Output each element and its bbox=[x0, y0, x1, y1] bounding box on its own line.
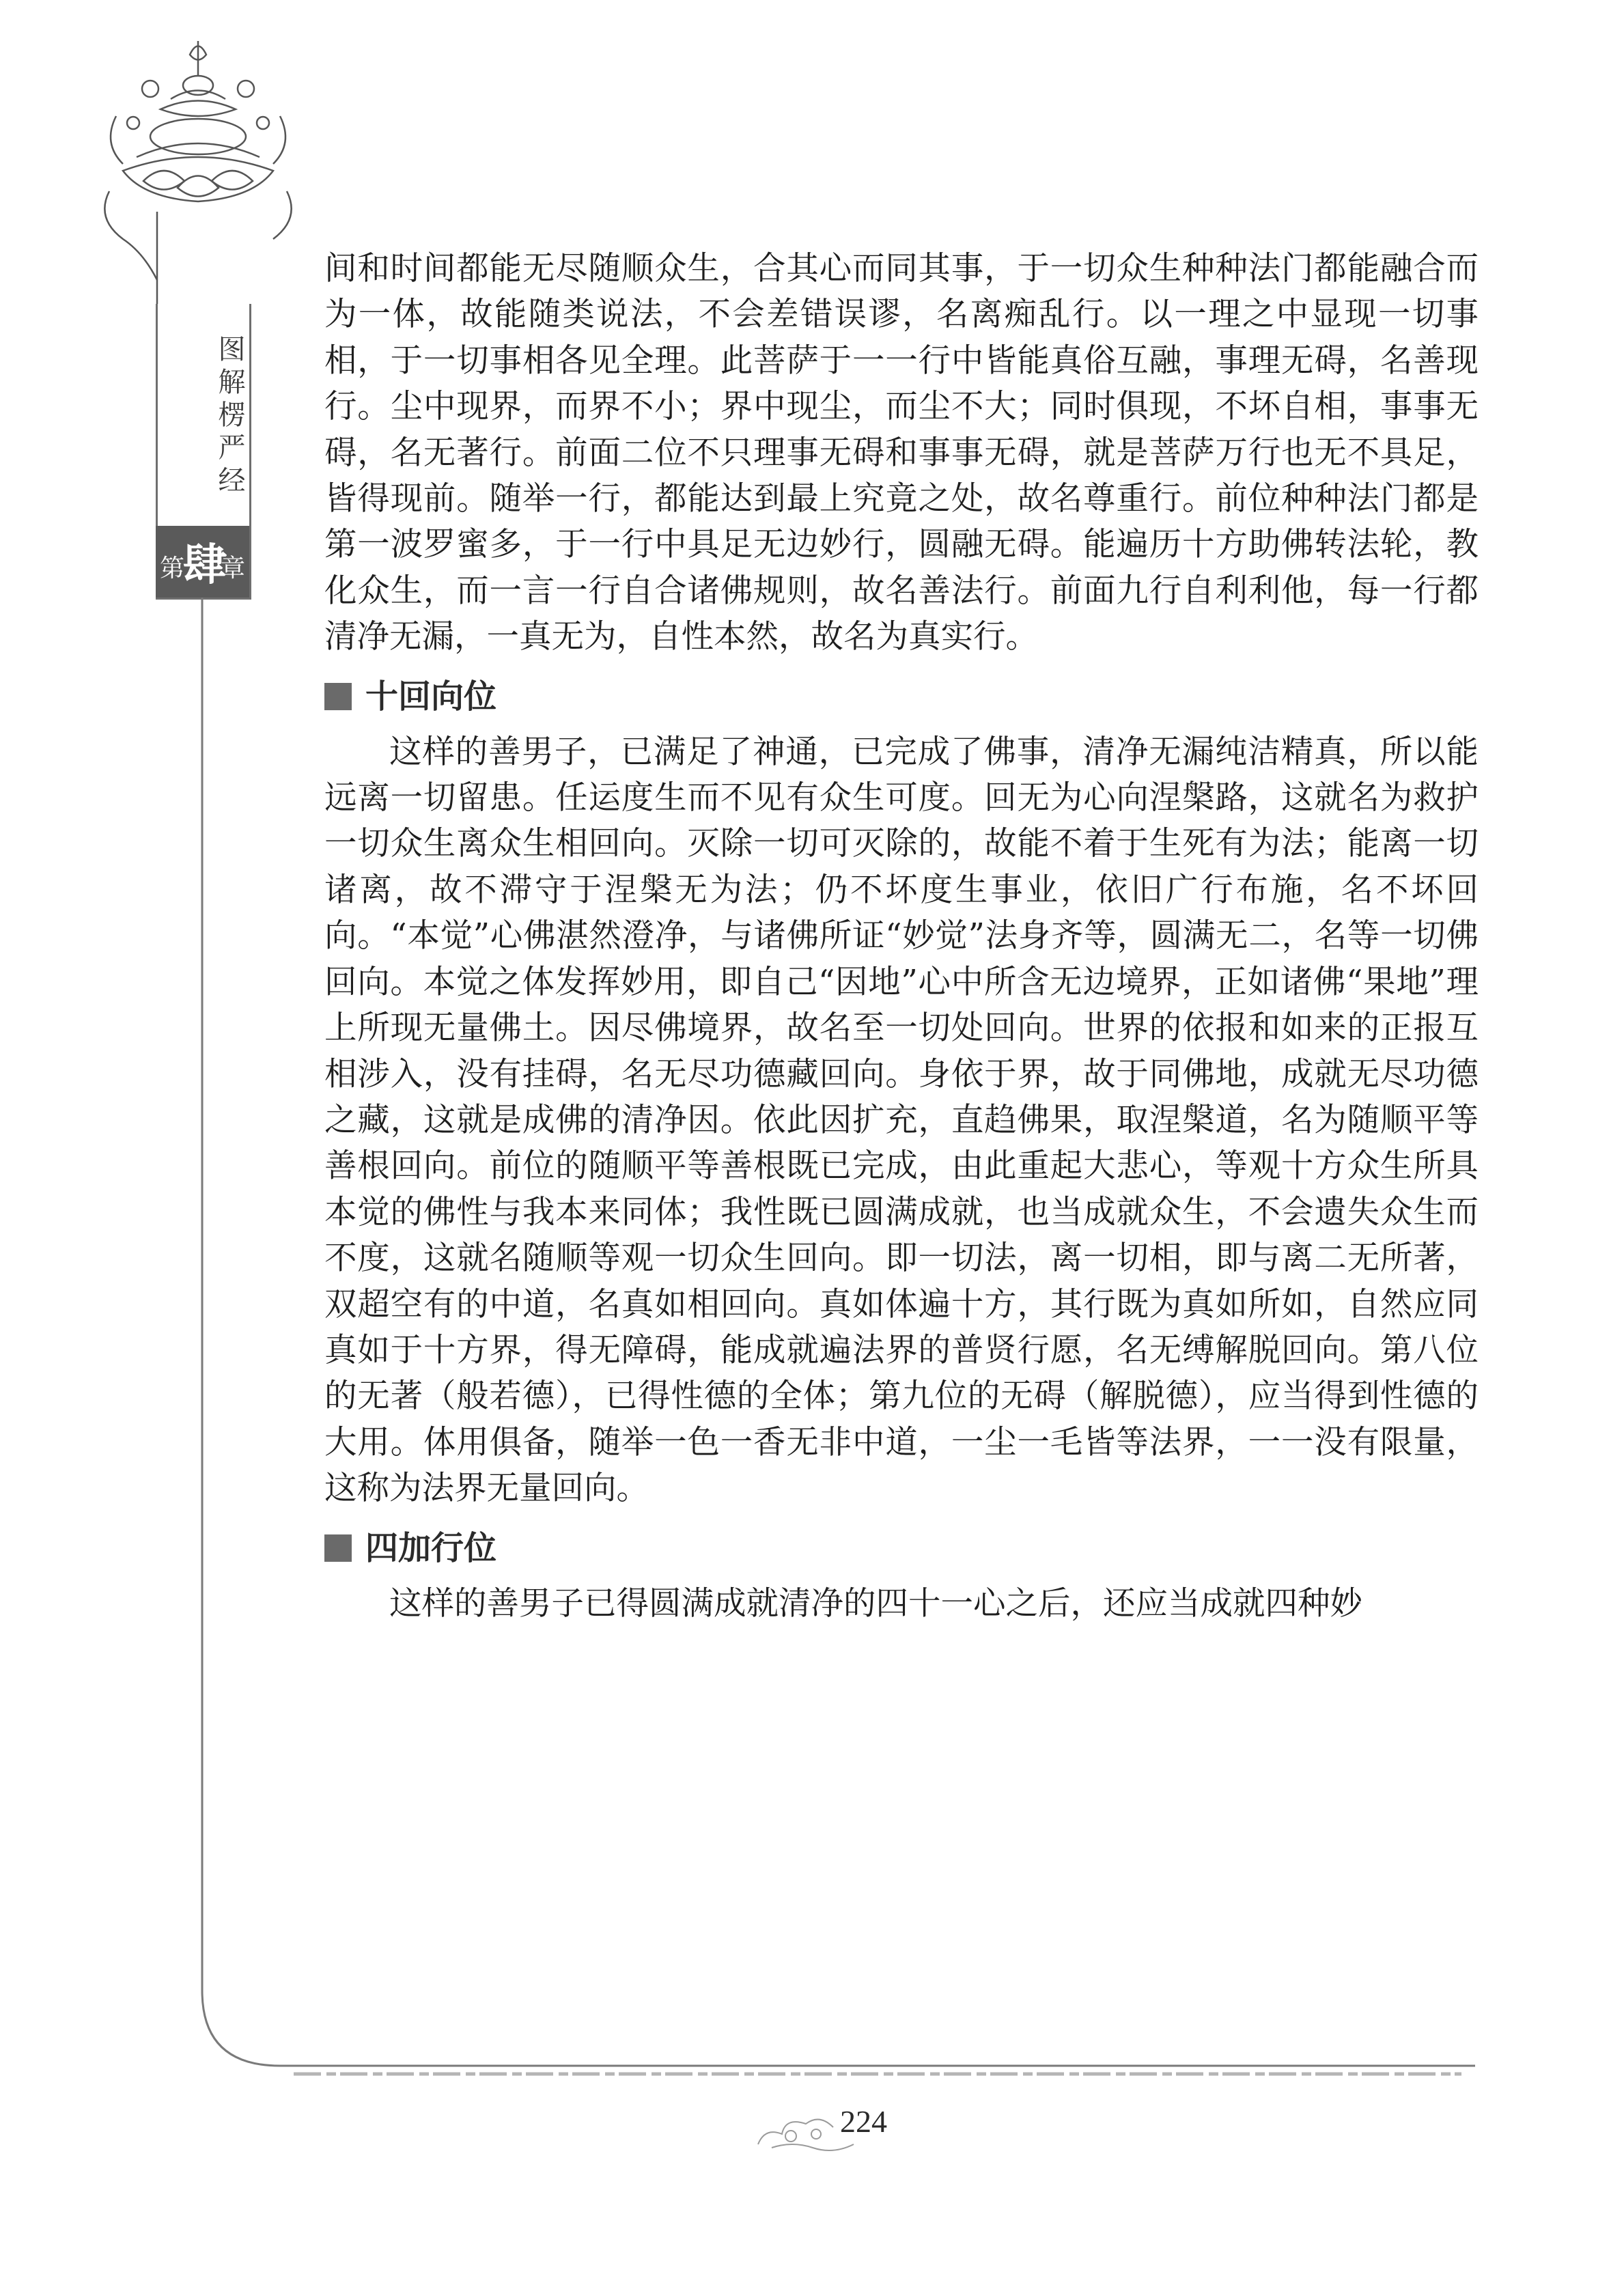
paragraph-ten-dedications: 这样的善男子，已满足了神通，已完成了佛事，清净无漏纯洁精真，所以能远离一切留患。任运度生而不见有众生可度。回无为心向涅槃路，这就名为救护一切众生离众生相回向。灭除一切可灭除的，故能不着于生死有为法；能离一切诸离，故不滞守于涅槃无为法；仍不坏度生事业，依旧广行布施，名不坏回向。“本觉”心佛湛然澄净，与诸佛所证“妙觉”法身齐等，圆满无二，名等一切佛回向。本觉之体发挥妙用，即自己“因地”心中所含无边境界，正如诸佛“果地”理上所现无量佛土。因尽佛境界，故名至一切处回向。世界的依报和如来的正报互相涉入，没有挂碍，名无尽功德藏回向。身依于界，故于同佛地，成就无尽功德之藏，这就是成佛的清净因。依此因扩充，直趋佛果，取涅槃道，名为随顺平等善根回向。前位的随顺平等善根既已完成，由此重起大悲心，等观十方众生所具本觉的佛性与我本来同体；我性既已圆满成就，也当成就众生，不会遗失众生而不度，这就名随顺等观一切众生回向。即一切法，离一切相，即与离二无所著，双超空有的中道，名真如相回向。真如体遍十方，其行既为真如所如，自然应同真如于十方界，得无障碍，能成就遍法界的普贤行愿，名无缚解脱回向。第八位的无著（般若德），已得性德的全体；第九位的无碍（解脱德），应当得到性德的大用。体用俱备，随举一色一香无非中道，一尘一毛皆等法界，一一没有限量，这称为法界无量回向。 bbox=[324, 733, 1479, 1508]
section-heading-four-practices bbox=[324, 1526, 1479, 1571]
section-heading-text: 十回向位 bbox=[365, 678, 497, 715]
chapter-prefix: 第 bbox=[160, 555, 185, 583]
chapter-number: 肆 bbox=[183, 540, 227, 591]
lotus-vajra-ornament bbox=[96, 34, 300, 314]
section-heading-text: 四加行位 bbox=[365, 1530, 497, 1567]
chapter-suffix: 章 bbox=[221, 555, 246, 583]
page-number: 224 bbox=[840, 2104, 887, 2139]
square-bullet-icon bbox=[324, 1534, 352, 1562]
section-heading-ten-dedications bbox=[324, 674, 1479, 720]
paragraph-ten-practices: 间和时间都能无尽随顺众生，合其心而同其事，于一切众生种种法门都能融合而为一体，故能随类说法，不会差错误谬，名离痴乱行。以一理之中显现一切事相，于一切事相各见全理。此菩萨于一一行中皆能真俗互融，事理无碍，名善现行。尘中现界，而界不小；界中现尘，而尘不大；同时俱现，不坏自相，事事无碍，名无著行。前面二位不只理事无碍和事事无碍，就是菩萨万行也无不具足，皆得现前。随举一行，都能达到最上究竟之处，故名尊重行。前位种种法门都是第一波罗蜜多，于一行中具足无边妙行，圆融无碍。能遍历十方助佛转法轮，教化众生，而一言一行自合诸佛规则，故名善法行。前面九行自利利他，每一行都清净无漏，一真无为，自性本然，故名为真实行。 bbox=[324, 250, 1479, 656]
main-text bbox=[324, 246, 1479, 1627]
book-title: 图解楞严经 bbox=[214, 335, 244, 499]
paragraph-four-practices: 这样的善男子已得圆满成就清净的四十一心之后，还应当成就四种妙 bbox=[389, 1584, 1362, 1623]
chapter-label bbox=[156, 526, 249, 598]
square-bullet-icon bbox=[324, 683, 352, 710]
